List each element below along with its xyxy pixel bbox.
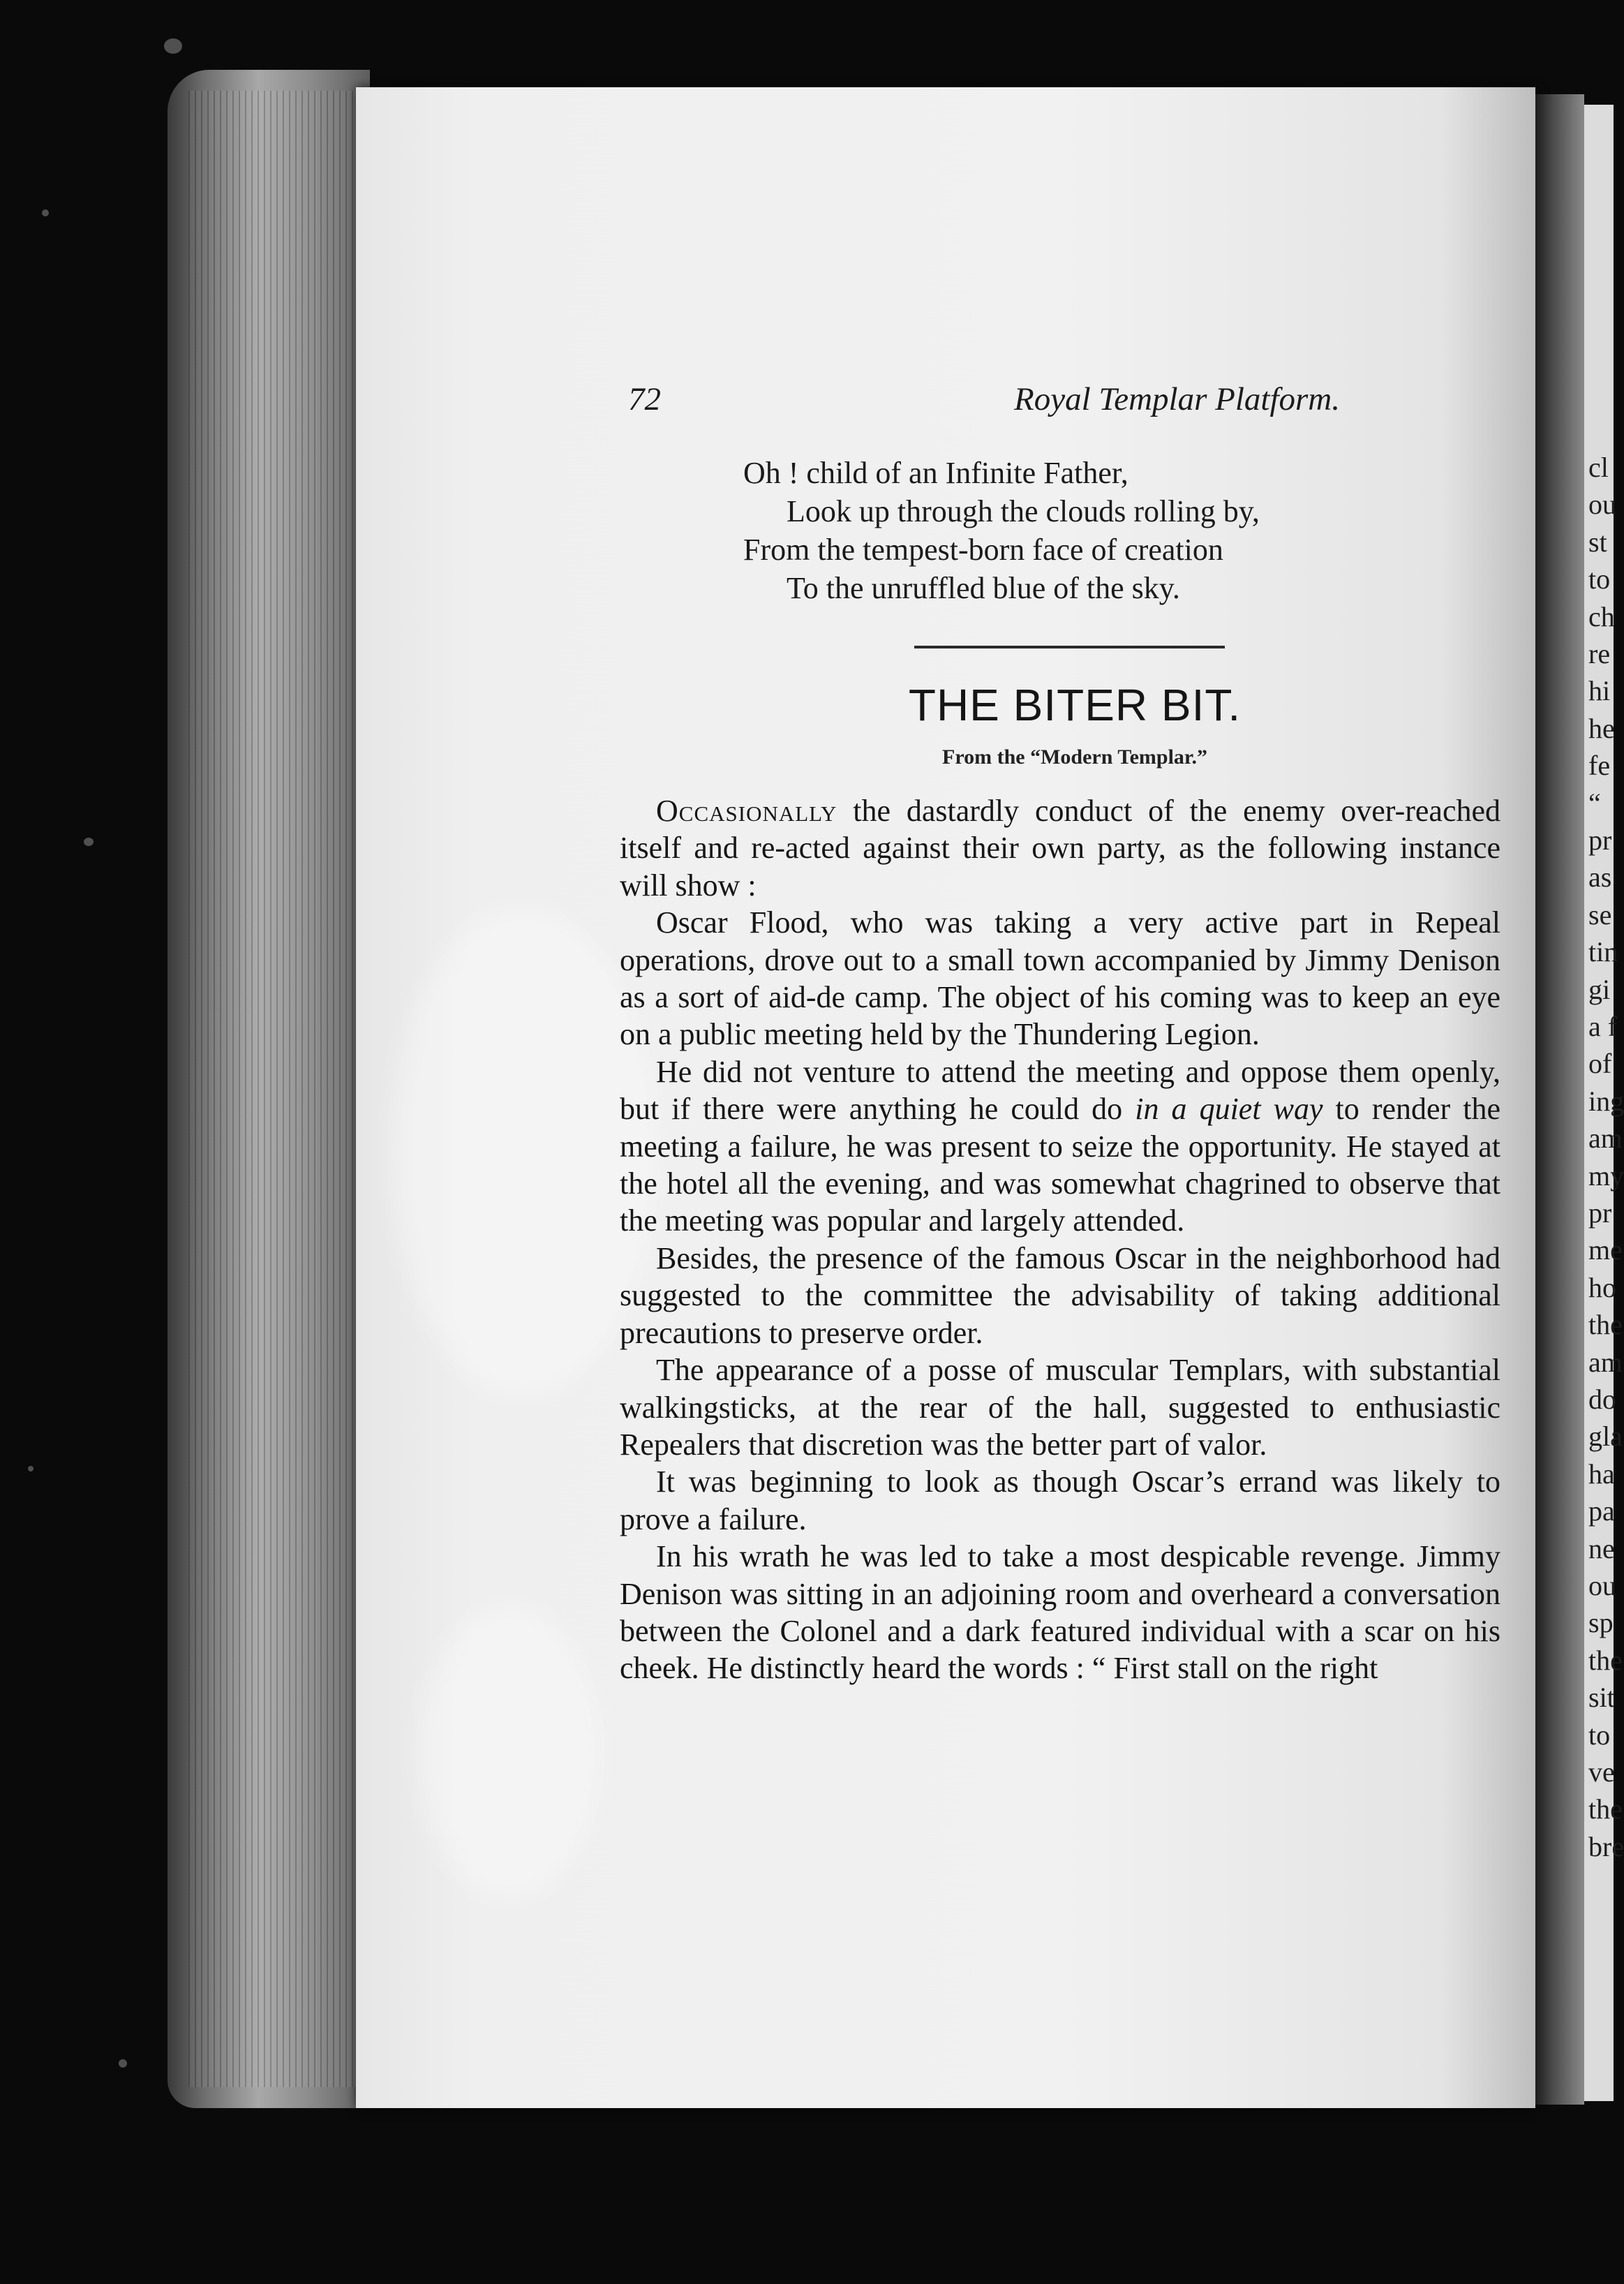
poem-line: Look up through the clouds rolling by, xyxy=(787,494,1260,528)
paragraph: Besides, the presence of the famous Oscar in the neighborhood had suggested to the committee the advisability of taking additional precautions to preserve order. xyxy=(620,1240,1500,1350)
adjacent-page-fragment: am xyxy=(1588,1122,1623,1155)
adjacent-page-fragment: me xyxy=(1588,1234,1623,1266)
adjacent-page-fragment: do xyxy=(1588,1384,1616,1415)
adjacent-page-fragment: my xyxy=(1588,1159,1624,1192)
scan-speck xyxy=(84,838,94,846)
adjacent-page-fragment: gi xyxy=(1588,973,1611,1005)
paragraph-lead-word: Occasionally xyxy=(656,794,837,828)
adjacent-page-fragment: pa xyxy=(1588,1495,1615,1527)
adjacent-page xyxy=(1584,105,1624,2101)
adjacent-page-fragment: a f xyxy=(1588,1011,1618,1042)
paragraph: It was beginning to look as though Oscar’s errand was likely to prove a failure. xyxy=(620,1464,1500,1536)
adjacent-page-fragment: the xyxy=(1588,1793,1623,1825)
scan-speck xyxy=(164,38,182,54)
adjacent-page-fragment: hi xyxy=(1588,675,1611,707)
scan-speck xyxy=(119,2059,127,2068)
scan-speck xyxy=(28,1466,33,1471)
adjacent-page-fragment: of xyxy=(1588,1048,1612,1080)
adjacent-page-fragment: ch xyxy=(1588,600,1615,632)
adjacent-page-fragment: ou xyxy=(1588,489,1616,521)
page-smudge xyxy=(391,907,656,1396)
running-title: Royal Templar Platform. xyxy=(1014,381,1340,417)
running-head xyxy=(628,380,1340,429)
poem-line: To the unruffled blue of the sky. xyxy=(787,571,1180,605)
adjacent-page-fragment: se xyxy=(1588,898,1612,930)
adjacent-page-fragment: to xyxy=(1588,1719,1611,1751)
adjacent-page-fragment: gla xyxy=(1588,1421,1623,1453)
paragraph: In his wrath he was led to take a most despicable revenge. Jimmy Denison was sitting in an adjoining room and overheard a conversation between the Colonel and a dark featured individual with a scar on his cheek. He distinctly heard the words : “ First stall on the right xyxy=(620,1539,1500,1686)
adjacent-page-fragment: ing xyxy=(1588,1085,1624,1117)
adjacent-page-fragment: ve xyxy=(1588,1756,1615,1788)
adjacent-page-fragment: as xyxy=(1588,861,1612,893)
adjacent-page-fragment: ha xyxy=(1588,1458,1615,1490)
article-body xyxy=(620,792,1500,1687)
poem-line: From the tempest-born face of creation xyxy=(743,533,1223,567)
adjacent-page-fragment: st xyxy=(1588,526,1607,558)
section-divider xyxy=(914,646,1225,648)
adjacent-page-fragment: the xyxy=(1588,1644,1623,1676)
page-stack-lines xyxy=(188,91,363,2087)
article-title: THE BITER BIT. xyxy=(908,680,1242,730)
adjacent-page-fragment: sit xyxy=(1588,1682,1615,1714)
poem-stanza xyxy=(743,454,1385,607)
article-source: From the “Modern Templar.” xyxy=(942,746,1207,769)
paragraph xyxy=(620,792,1500,904)
adjacent-page-fragment: the xyxy=(1588,1309,1623,1341)
adjacent-page-fragment: “ xyxy=(1588,787,1601,819)
adjacent-page-fragment: ou xyxy=(1588,1570,1616,1601)
adjacent-page-fragment: am xyxy=(1588,1346,1623,1378)
adjacent-page-fragment: he xyxy=(1588,712,1615,744)
page-smudge xyxy=(419,1606,600,1899)
emphasized-text: in a quiet way xyxy=(1135,1092,1323,1127)
book-gutter xyxy=(1535,94,1584,2105)
adjacent-page-fragment: ne xyxy=(1588,1532,1615,1564)
page-number: 72 xyxy=(628,381,661,417)
adjacent-page-fragment: ho xyxy=(1588,1271,1616,1303)
adjacent-page-fragment: pr xyxy=(1588,824,1612,856)
adjacent-page-fragment: tin xyxy=(1588,936,1618,968)
poem-line: Oh ! child of an Infinite Father, xyxy=(743,456,1128,490)
paragraph xyxy=(620,1053,1500,1240)
paragraph-text: to render the meeting a failure, he was present to seize the opportunity. He stayed at the hotel all the evening, and was somewhat chagrined to observe that the meeting was popular and largely attended. xyxy=(620,1092,1500,1238)
paragraph-text: He did not venture to attend the meeting and oppose them openly, but if there were anything he could do xyxy=(620,1054,1500,1127)
adjacent-page-fragment: to xyxy=(1588,563,1611,595)
adjacent-page-fragment: sp xyxy=(1588,1607,1614,1639)
adjacent-page-fragment: bre xyxy=(1588,1830,1624,1862)
paragraph-text: the dastardly conduct of the enemy over-reached itself and re-acted against their own party, as the following instance will show : xyxy=(620,794,1500,903)
paragraph: Oscar Flood, who was taking a very active part in Repeal operations, drove out to a small town accompanied by Jimmy Denison as a sort of aid-de camp. The object of his coming was to keep an eye on a public meeting held by the Thundering Legion. xyxy=(620,905,1500,1052)
scan-speck xyxy=(42,209,49,216)
adjacent-page-fragment: re xyxy=(1588,638,1611,669)
adjacent-page-fragment: cl xyxy=(1588,452,1609,483)
paragraph: The appearance of a posse of muscular Templars, with substantial walkingsticks, at the rear of the hall, suggested to enthusiastic Repealers that discretion was the better part of valor. xyxy=(620,1353,1500,1462)
adjacent-page-fragment: pr xyxy=(1588,1197,1612,1229)
adjacent-page-fragment: fe xyxy=(1588,750,1611,782)
